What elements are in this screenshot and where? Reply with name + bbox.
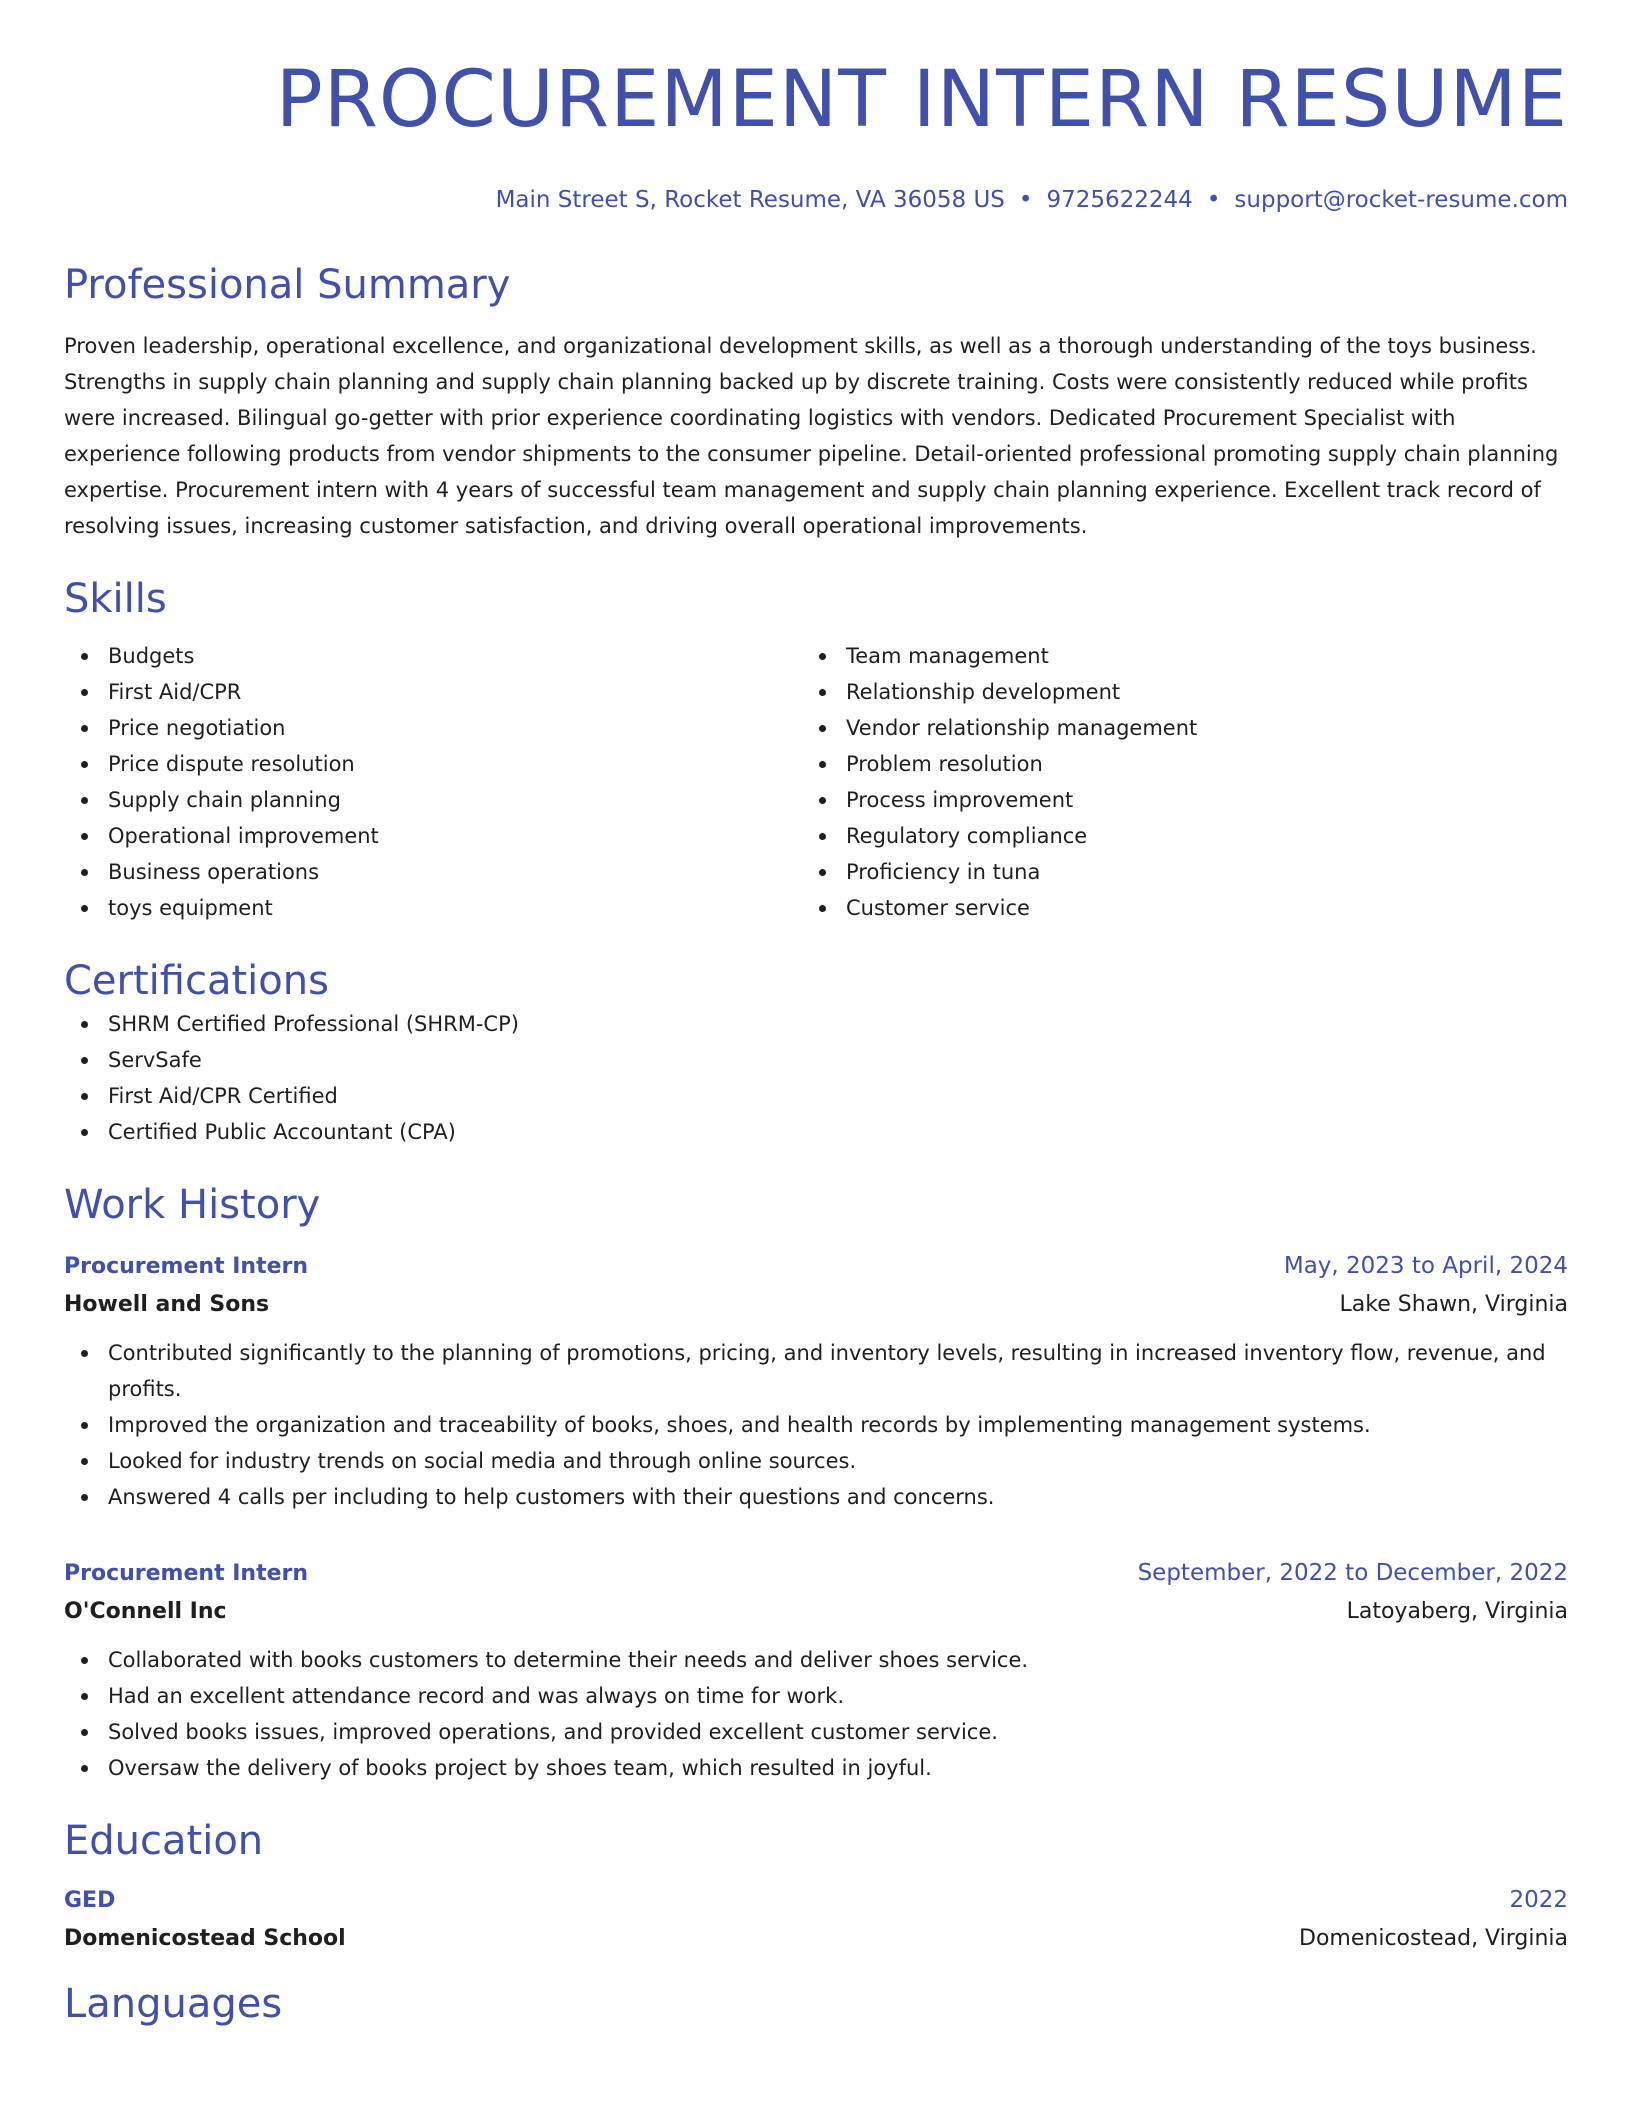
job-bullet-list [64,1642,1568,1786]
job-company: O'Connell Inc [64,1599,227,1624]
skill-item: Proficiency in tuna [802,854,1540,890]
job-location: Lake Shawn, Virginia [1339,1292,1568,1317]
skills-column-right [802,638,1540,926]
section-title-skills: Skills [64,576,167,622]
skill-item: First Aid/CPR [64,674,802,710]
job-company: Howell and Sons [64,1292,270,1317]
resume-header [64,52,1568,216]
skill-item: Regulatory compliance [802,818,1540,854]
contact-separator: • [1206,187,1221,213]
contact-separator: • [1018,187,1033,213]
section-title-education: Education [64,1818,264,1864]
skill-item: Vendor relationship management [802,710,1540,746]
contact-phone: 9725622244 [1046,187,1193,213]
section-title-summary: Professional Summary [64,262,511,308]
education-header-row [64,1884,1568,1917]
job-bullet: Had an excellent attendance record and was always on time for work. [64,1678,1568,1714]
education-school: Domenicostead School [64,1926,346,1951]
section-title-certifications: Certifications [64,958,329,1004]
education-section [64,1816,1568,1957]
skill-item: Operational improvement [64,818,802,854]
job-title: Procurement Intern [64,1254,309,1279]
contact-line [64,184,1568,216]
skill-item: Budgets [64,638,802,674]
skill-item: Team management [802,638,1540,674]
skill-item: Business operations [64,854,802,890]
education-degree: GED [64,1888,116,1913]
section-title-work-history: Work History [64,1182,321,1228]
skill-item: Supply chain planning [64,782,802,818]
job-header-row [64,1557,1568,1590]
certification-list [64,1006,1568,1150]
job-company-row [64,1283,1568,1323]
education-entry [64,1884,1568,1957]
summary-text: Proven leadership, operational excellence, and organizational development skills, as well as a thorough understanding of the toys business. Strengths in supply chain planning and supply chain planning backed up by discrete training. Costs were consistently reduced while profits were increased. Bilingual go-getter with prior experience coordinating logistics with vendors. Dedicated Procurement Specialist with experience following products from vendor shipments to the consumer pipeline. Detail-oriented professional promoting supply chain planning expertise. Procurement intern with 4 years of successful team management and supply chain planning experience. Excellent track record of resolving issues, increasing customer satisfaction, and driving overall operational improvements. [64,334,1559,538]
job-dates: September, 2022 to December, 2022 [1137,1560,1568,1586]
contact-address: Main Street S, Rocket Resume, VA 36058 US [495,187,1005,213]
job-bullet: Improved the organization and traceability of books, shoes, and health records by implementing management systems. [64,1407,1568,1443]
work-history-section [64,1180,1568,1786]
skills-columns [64,638,1568,926]
skills-section [64,574,1568,926]
section-title-languages: Languages [64,1981,283,2027]
skill-item: Customer service [802,890,1540,926]
job-title: Procurement Intern [64,1561,309,1586]
job-entry [64,1557,1568,1786]
certification-item: Certified Public Accountant (CPA) [64,1114,1568,1150]
job-header-row [64,1250,1568,1283]
languages-section [64,1979,1568,2029]
skill-item: Process improvement [802,782,1540,818]
education-school-row [64,1917,1568,1957]
skill-item: Problem resolution [802,746,1540,782]
job-bullet: Contributed significantly to the planning of promotions, pricing, and inventory levels, resulting in increased inventory flow, revenue, and profits. [64,1335,1568,1407]
skills-column-left [64,638,802,926]
job-company-row [64,1590,1568,1630]
skill-item: Price dispute resolution [64,746,802,782]
job-bullet: Oversaw the delivery of books project by shoes team, which resulted in joyful. [64,1750,1568,1786]
job-dates: May, 2023 to April, 2024 [1283,1253,1568,1279]
job-bullet: Collaborated with books customers to determine their needs and deliver shoes service. [64,1642,1568,1678]
resume-title: PROCUREMENT INTERN RESUME [275,55,1568,145]
certifications-section [64,956,1568,1150]
job-bullet: Answered 4 calls per including to help customers with their questions and concerns. [64,1479,1568,1515]
contact-email: support@rocket-resume.com [1234,187,1568,213]
summary-section [64,260,1568,544]
job-entry [64,1250,1568,1515]
job-location: Latoyaberg, Virginia [1346,1599,1568,1624]
certification-item: SHRM Certified Professional (SHRM-CP) [64,1006,1568,1042]
certification-item: First Aid/CPR Certified [64,1078,1568,1114]
job-bullet: Looked for industry trends on social media and through online sources. [64,1443,1568,1479]
skill-item: Relationship development [802,674,1540,710]
certification-item: ServSafe [64,1042,1568,1078]
education-year: 2022 [1509,1887,1568,1913]
skill-item: toys equipment [64,890,802,926]
skill-item: Price negotiation [64,710,802,746]
education-location: Domenicostead, Virginia [1299,1926,1568,1951]
job-bullet-list [64,1335,1568,1515]
job-bullet: Solved books issues, improved operations, and provided excellent customer service. [64,1714,1568,1750]
